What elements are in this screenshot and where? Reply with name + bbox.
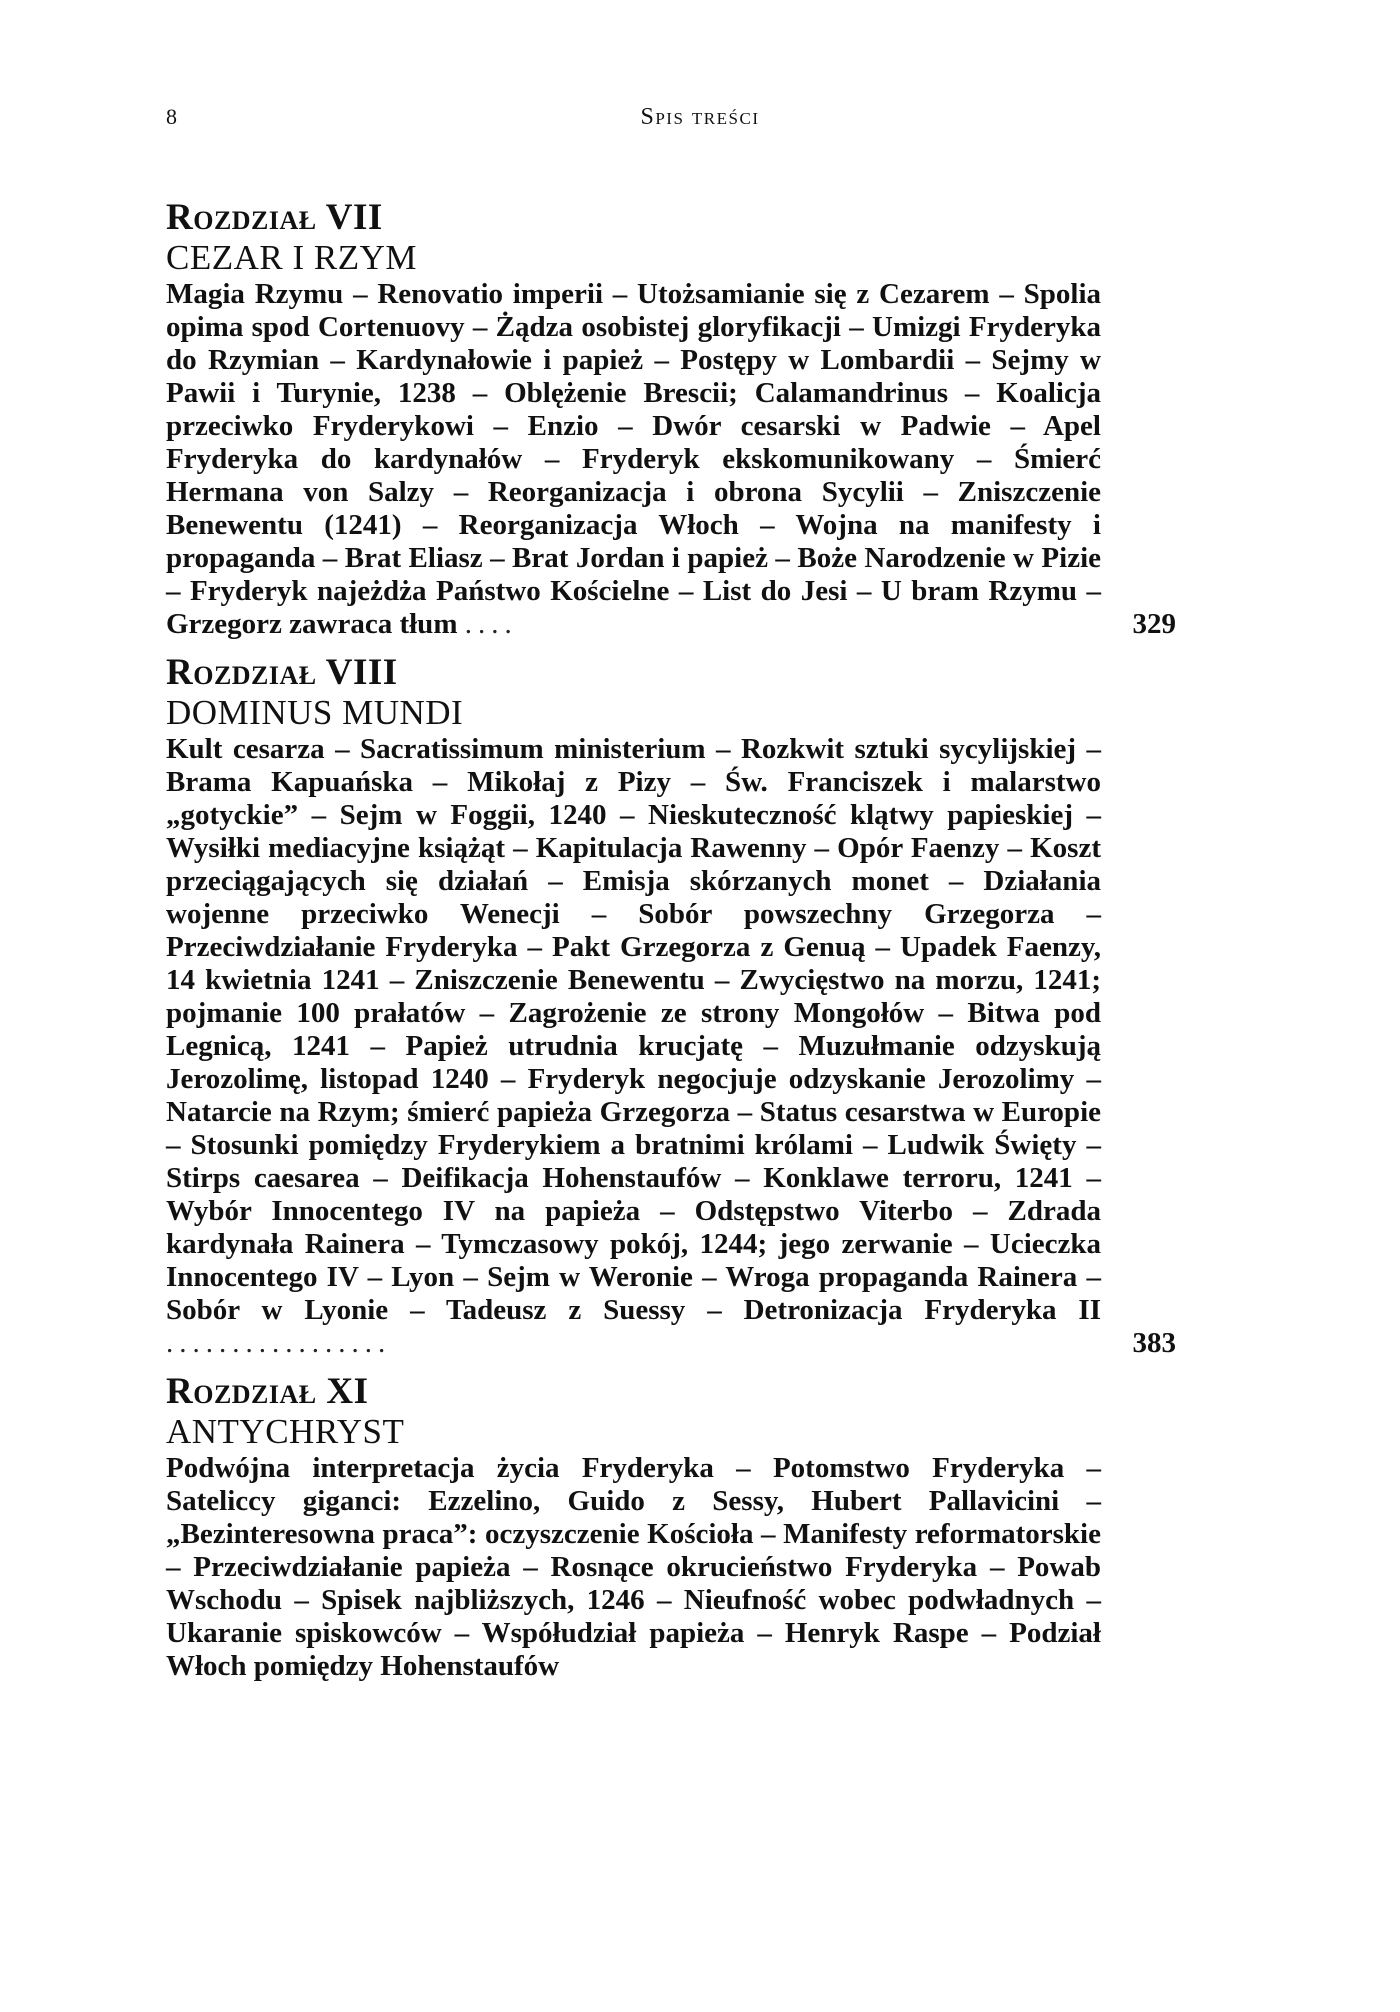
page-reference: 329 — [1132, 608, 1176, 640]
chapter-body — [166, 278, 1176, 641]
chapter-entry-vii — [166, 198, 1176, 641]
chapter-title: DOMINUS MUNDI — [166, 693, 464, 732]
dot-leader: ................. — [166, 1327, 392, 1359]
chapter-summary — [166, 278, 1101, 641]
chapter-summary-text: Kult cesarza – Sacratissimum ministerium – Rozkwit sztuki sycylijskiej – Brama Kapuańska – Mikołaj z Pizy – Św. Franciszek i malarstwo „gotyckie” – Sejm w Foggii, 1240 – Nieskuteczność klątwy papieskiej – Wysiłki mediacyjne książąt – Kapitulacja Rawenny – Opór Faenzy – Koszt przeciągających się działań – Emisja skórzanych monet – Działania wojenne przeciwko Wenecji – Sobór powszechny Grzegorza – Przeciwdziałanie Fryderyka – Pakt Grzegorza z Genuą – Upadek Faenzy, 14 kwietnia 1241 – Zniszczenie Benewentu – Zwycięstwo na morzu, 1241; pojmanie 100 prałatów – Zagrożenie ze strony Mongołów – Bitwa pod Legnicą, 1241 – Papież utrudnia krucjatę – Muzułmanie odzyskują Jerozolimę, listopad 1240 – Fryderyk negocjuje odzyskanie Jerozolimy – Natarcie na Rzym; śmierć papieża Grzegorza – Status cesarstwa w Europie – Stosunki pomiędzy Fryderykiem a bratnimi królami – Ludwik Święty – Stirps caesarea – Deifikacja Hohenstaufów – Konklawe terroru, 1241 – Wybór Innocentego IV na papieża – Odstępstwo Viterbo – Zdrada kardynała Rainera – Tymczasowy pokój, 1244; jego zerwanie – Ucieczka Innocentego IV – Lyon – Sejm w Weronie – Wroga propaganda Rainera – Sobór w Lyonie – Tadeusz z Suessy – Detronizacja Fryderyka II — [166, 733, 1101, 1326]
chapter-label: Rozdział XI — [166, 1371, 369, 1412]
table-of-contents — [166, 198, 1176, 1695]
chapter-summary — [166, 733, 1101, 1360]
chapter-summary-text: Magia Rzymu – Renovatio imperii – Utożsamianie się z Cezarem – Spolia opima spod Cortenuovy – Żądza osobistej gloryfikacji – Umizgi Fryderyka do Rzymian – Kardynałowie i papież – Postępy w Lombardii – Sejmy w Pawii i Turynie, 1238 – Oblężenie Brescii; Calamandrinus – Koalicja przeciwko Fryderykowi – Enzio – Dwór cesarski w Padwie – Apel Fryderyka do kardynałów – Fryderyk ekskomunikowany – Śmierć Hermana von Salzy – Reorganizacja i obrona Sycylii – Zniszczenie Benewentu (1241) – Reorganizacja Włoch – Wojna na manifesty i propaganda – Brat Eliasz – Brat Jordan i papież – Boże Narodzenie w Pizie – Fryderyk najeżdża Państwo Kościelne – List do Jesi – U bram Rzymu – Grzegorz zawraca tłum — [166, 278, 1101, 640]
chapter-entry-viii — [166, 653, 1176, 1360]
chapter-label: Rozdział VII — [166, 197, 383, 238]
chapter-title: ANTYCHRYST — [166, 1412, 405, 1451]
chapter-body — [166, 733, 1176, 1360]
chapter-summary-text: Podwójna interpretacja życia Fryderyka – Potomstwo Fryderyka – Sateliccy giganci: Ezzelino, Guido z Sessy, Hubert Pallavicini – „Bezinteresowna praca”: oczyszczenie Kościoła – Manifesty reformatorskie – Przeciwdziałanie papieża – Rosnące okrucieństwo Fryderyka – Powab Wschodu – Spisek najbliższych, 1246 – Nieufność wobec podwładnych – Ukaranie spiskowców – Współudział papieża – Henryk Raspe – Podział Włoch pomiędzy Hohenstaufów — [166, 1452, 1101, 1682]
chapter-label: Rozdział VIII — [166, 652, 398, 693]
chapter-body — [166, 1452, 1176, 1683]
chapter-title: CEZAR I RZYM — [166, 238, 417, 277]
page-number: 8 — [166, 104, 177, 129]
chapter-entry-xi — [166, 1372, 1176, 1683]
page-reference: 383 — [1132, 1327, 1176, 1359]
running-head — [0, 104, 1400, 138]
chapter-summary — [166, 1452, 1101, 1683]
dot-leader: .... — [464, 608, 518, 640]
running-title: Spis treści — [640, 104, 760, 130]
